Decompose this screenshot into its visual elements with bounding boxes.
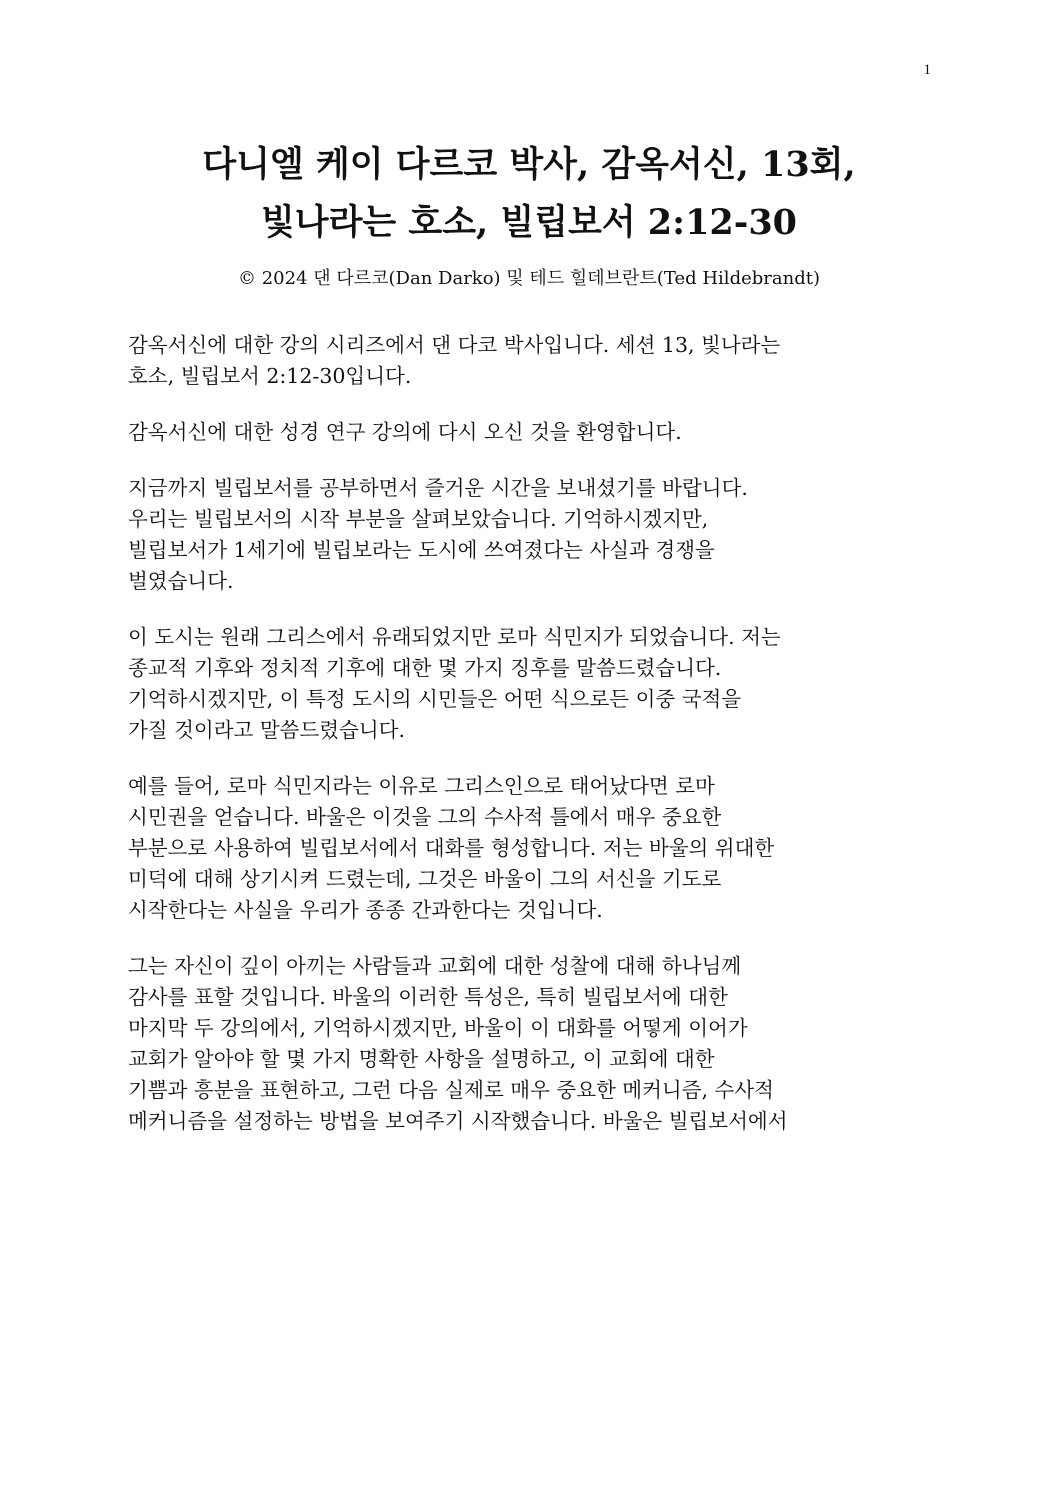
paragraph-line: 미덕에 대해 상기시켜 드렸는데, 그것은 바울이 그의 서신을 기도로 <box>128 867 722 891</box>
paragraph-line: 이 도시는 원래 그리스에서 유래되었지만 로마 식민지가 되었습니다. 저는 <box>128 625 781 649</box>
document-title <box>80 136 978 252</box>
paragraph-line: 부분으로 사용하여 빌립보서에서 대화를 형성합니다. 저는 바울의 위대한 <box>128 836 775 860</box>
paragraph-1 <box>128 330 928 392</box>
paragraph-line: 빌립보서가 1세기에 빌립보라는 도시에 쓰여졌다는 사실과 경쟁을 <box>128 538 715 562</box>
paragraph-line: 지금까지 빌립보서를 공부하면서 즐거운 시간을 보내셨기를 바랍니다. <box>128 476 748 500</box>
paragraph-line: 기쁨과 흥분을 표현하고, 그런 다음 실제로 매우 중요한 메커니즘, 수사적 <box>128 1078 774 1102</box>
page-number: 1 <box>923 62 931 78</box>
paragraph-2 <box>128 417 928 448</box>
paragraph-line: 예를 들어, 로마 식민지라는 이유로 그리스인으로 태어났다면 로마 <box>128 774 715 798</box>
title-line-2: 빛나라는 호소, 빌립보서 2:12-30 <box>260 202 798 243</box>
copyright-line: © 2024 댄 다르코(Dan Darko) 및 테드 힐데브란트(Ted Hildebrandt) <box>238 268 820 289</box>
paragraph-line: 기억하시겠지만, 이 특정 도시의 시민들은 어떤 식으로든 이중 국적을 <box>128 687 742 711</box>
paragraph-line: 교회가 알아야 할 몇 가지 명확한 사항을 설명하고, 이 교회에 대한 <box>128 1047 715 1071</box>
paragraph-line: 감옥서신에 대한 강의 시리즈에서 댄 다코 박사입니다. 세션 13, 빛나라는 <box>128 333 781 357</box>
paragraph-line: 감사를 표할 것입니다. 바울의 이러한 특성은, 특히 빌립보서에 대한 <box>128 985 728 1009</box>
paragraph-line: 감옥서신에 대한 성경 연구 강의에 다시 오신 것을 환영합니다. <box>128 420 682 444</box>
paragraph-line: 시민권을 얻습니다. 바울은 이것을 그의 수사적 틀에서 매우 중요한 <box>128 805 722 829</box>
paragraph-line: 마지막 두 강의에서, 기억하시겠지만, 바울이 이 대화를 어떻게 이어가 <box>128 1016 748 1040</box>
title-line-1: 다니엘 케이 다르코 박사, 감옥서신, 13회, <box>202 144 856 185</box>
paragraph-line: 벌였습니다. <box>128 569 234 593</box>
paragraph-4 <box>128 622 928 746</box>
paragraph-6 <box>128 951 928 1137</box>
paragraph-line: 시작한다는 사실을 우리가 종종 간과한다는 것입니다. <box>128 898 603 922</box>
paragraph-line: 우리는 빌립보서의 시작 부분을 살펴보았습니다. 기억하시겠지만, <box>128 507 709 531</box>
paragraph-line: 호소, 빌립보서 2:12-30입니다. <box>128 364 412 388</box>
paragraph-3 <box>128 473 928 597</box>
paragraph-line: 그는 자신이 깊이 아끼는 사람들과 교회에 대한 성찰에 대해 하나님께 <box>128 954 742 978</box>
paragraph-line: 가질 것이라고 말씀드렸습니다. <box>128 718 405 742</box>
paragraph-line: 종교적 기후와 정치적 기후에 대한 몇 가지 징후를 말씀드렸습니다. <box>128 656 722 680</box>
body-text <box>128 330 928 1162</box>
paragraph-5 <box>128 771 928 926</box>
paragraph-line: 메커니즘을 설정하는 방법을 보여주기 시작했습니다. 바울은 빌립보서에서 <box>128 1109 788 1133</box>
